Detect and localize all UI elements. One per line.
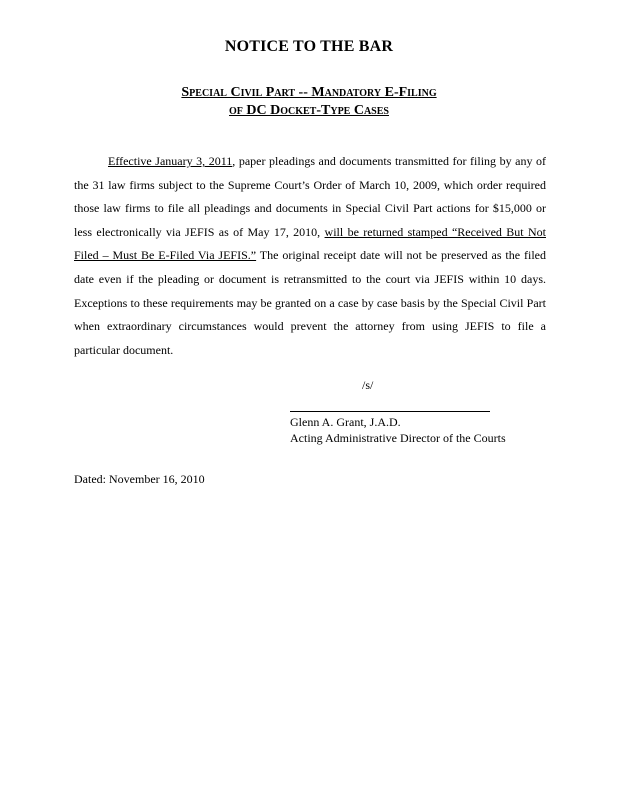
page-title: NOTICE TO THE BAR xyxy=(224,38,394,55)
subtitle-line-1: Special Civil Part -- Mandatory E-Filing xyxy=(181,85,437,100)
signature-mark: /s/ xyxy=(362,378,374,392)
signatory-title: Acting Administrative Director of the Courts xyxy=(290,431,506,445)
body-text-part-1: , paper pleadings and documents transmitted for filing by any of the 31 law firms subject to the Supreme Court’s Order of March 10, 2009, which order required those law firms to file all pleadings and documents in Special Civil Part actions for $15,000 or less electronically via JEFIS as of May 17, 2010, xyxy=(74,154,546,239)
subtitle-line-2: of DC Docket-Type Cases xyxy=(229,103,389,118)
signatory-name: Glenn A. Grant, J.A.D. xyxy=(290,415,401,429)
returned-stamp-text: will be returned stamped “Received But Not Filed – Must Be E-Filed Via JEFIS.” xyxy=(74,224,546,263)
notice-body-paragraph xyxy=(74,150,546,362)
signature-line xyxy=(290,411,490,412)
body-text-part-2: The original receipt date will not be preserved as the filed date even if the pleading or document is retransmitted to the court via JEFIS within 10 days. Exceptions to these requirements may be granted on a case by case basis by the Special Civil Part when extraordinary circumstances would prevent the attorney from using JEFIS to file a particular document. xyxy=(74,248,546,357)
effective-date: Effective January 3, 2011 xyxy=(108,154,233,168)
dated-line: Dated: November 16, 2010 xyxy=(74,472,205,486)
